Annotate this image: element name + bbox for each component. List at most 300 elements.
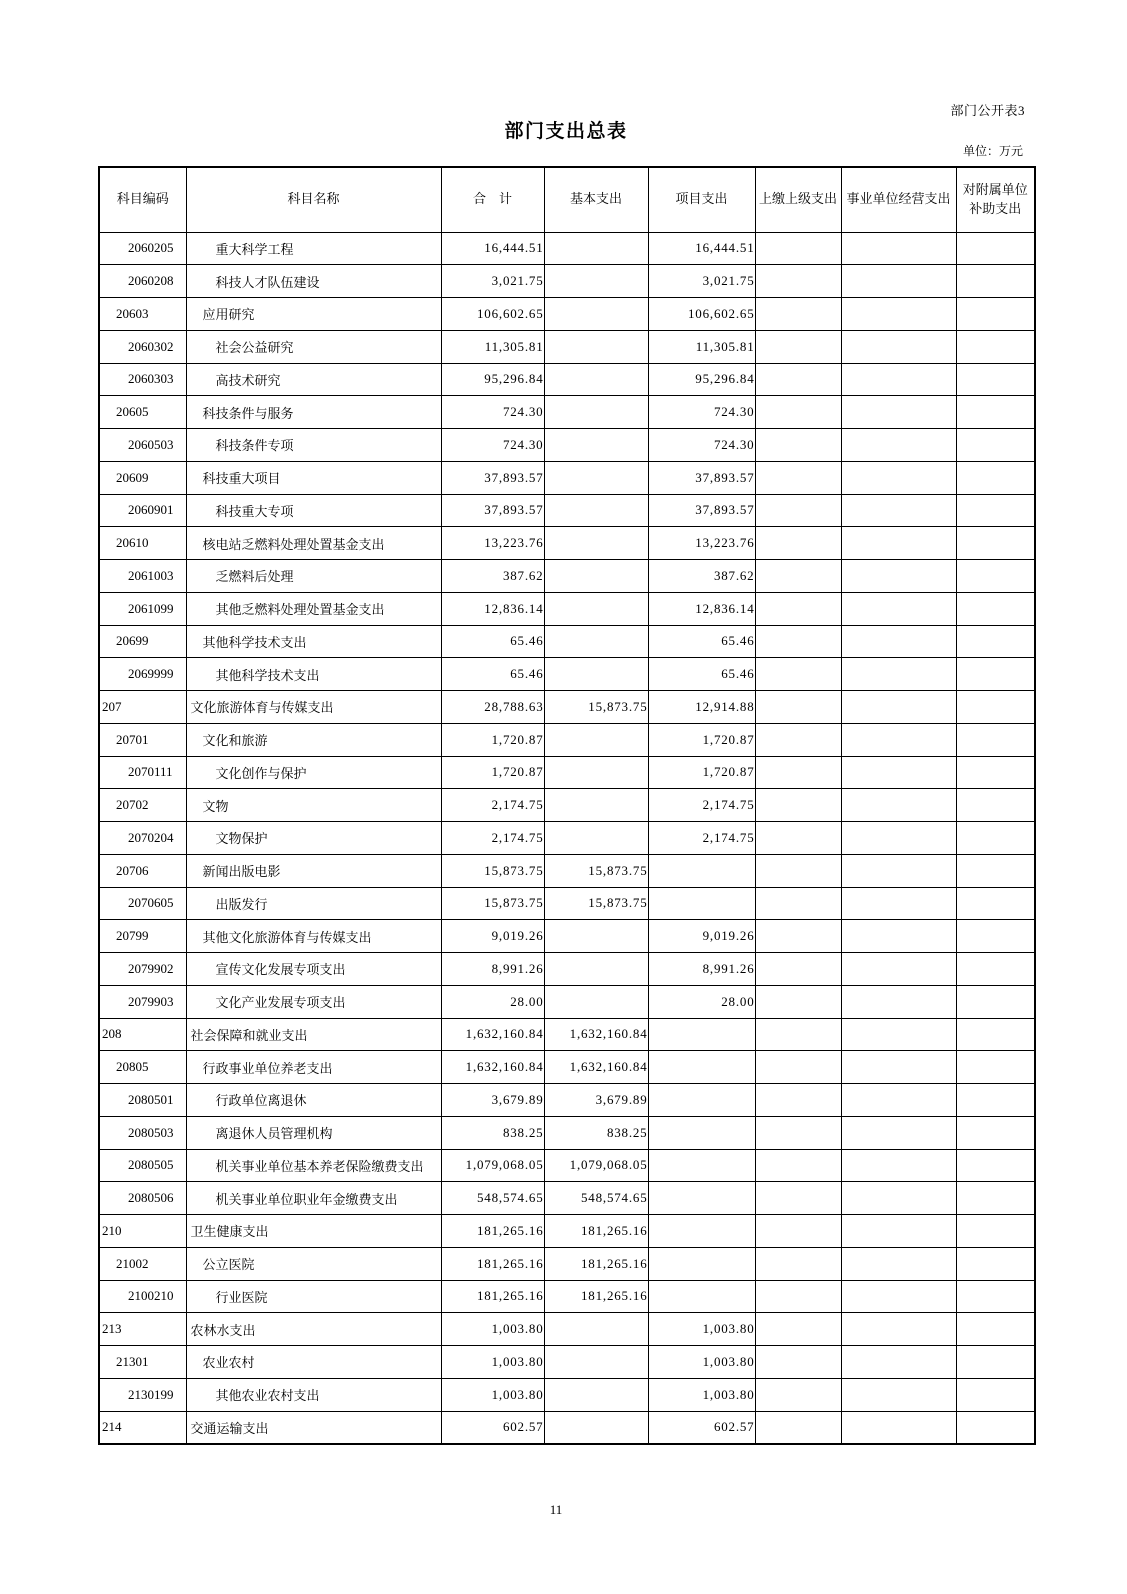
cell-name: 文化产业发展专项支出	[186, 985, 441, 1018]
cell-operating	[841, 1116, 956, 1149]
table-row	[99, 527, 1035, 560]
cell-basic	[544, 953, 648, 986]
doc-label: 部门公开表3	[950, 103, 1025, 118]
cell-project: 602.57	[648, 1411, 755, 1444]
table-row	[99, 953, 1035, 986]
table-row	[99, 1346, 1035, 1379]
cell-subsidy	[956, 1051, 1035, 1084]
cell-code: 2060901	[99, 494, 186, 527]
cell-basic	[544, 429, 648, 462]
cell-code: 20706	[99, 854, 186, 887]
cell-total: 8,991.26	[441, 953, 544, 986]
cell-project: 724.30	[648, 429, 755, 462]
cell-upper	[755, 985, 841, 1018]
cell-upper	[755, 592, 841, 625]
cell-upper	[755, 953, 841, 986]
table-row	[99, 985, 1035, 1018]
cell-subsidy	[956, 854, 1035, 887]
cell-project	[648, 854, 755, 887]
cell-subsidy	[956, 1149, 1035, 1182]
cell-project: 12,914.88	[648, 691, 755, 724]
cell-basic	[544, 560, 648, 593]
cell-subsidy	[956, 1411, 1035, 1444]
cell-total: 28,788.63	[441, 691, 544, 724]
cell-code: 2060208	[99, 265, 186, 298]
table-row	[99, 1051, 1035, 1084]
cell-name: 交通运输支出	[186, 1411, 441, 1444]
cell-subsidy	[956, 298, 1035, 331]
cell-name: 卫生健康支出	[186, 1215, 441, 1248]
cell-name: 新闻出版电影	[186, 854, 441, 887]
cell-subsidy	[956, 985, 1035, 1018]
cell-total: 2,174.75	[441, 789, 544, 822]
column-header: 科目名称	[186, 167, 441, 232]
table-row	[99, 396, 1035, 429]
cell-upper	[755, 363, 841, 396]
cell-basic	[544, 789, 648, 822]
cell-operating	[841, 363, 956, 396]
cell-operating	[841, 625, 956, 658]
table-row	[99, 330, 1035, 363]
cell-basic	[544, 756, 648, 789]
cell-total: 548,574.65	[441, 1182, 544, 1215]
cell-total: 724.30	[441, 396, 544, 429]
cell-operating	[841, 1346, 956, 1379]
cell-upper	[755, 1313, 841, 1346]
cell-basic	[544, 1346, 648, 1379]
cell-upper	[755, 1182, 841, 1215]
cell-name: 公立医院	[186, 1247, 441, 1280]
cell-project: 106,602.65	[648, 298, 755, 331]
cell-upper	[755, 461, 841, 494]
cell-name: 社会公益研究	[186, 330, 441, 363]
cell-upper	[755, 658, 841, 691]
cell-operating	[841, 396, 956, 429]
cell-project: 1,720.87	[648, 756, 755, 789]
cell-subsidy	[956, 1215, 1035, 1248]
cell-project: 65.46	[648, 625, 755, 658]
cell-subsidy	[956, 429, 1035, 462]
cell-total: 1,003.80	[441, 1313, 544, 1346]
cell-subsidy	[956, 527, 1035, 560]
cell-upper	[755, 822, 841, 855]
cell-code: 2080501	[99, 1084, 186, 1117]
table-row	[99, 1215, 1035, 1248]
cell-operating	[841, 887, 956, 920]
cell-subsidy	[956, 691, 1035, 724]
cell-code: 20799	[99, 920, 186, 953]
cell-name: 应用研究	[186, 298, 441, 331]
cell-upper	[755, 330, 841, 363]
cell-subsidy	[956, 1313, 1035, 1346]
table-row	[99, 298, 1035, 331]
cell-total: 95,296.84	[441, 363, 544, 396]
cell-project: 724.30	[648, 396, 755, 429]
cell-upper	[755, 1018, 841, 1051]
cell-basic	[544, 985, 648, 1018]
cell-operating	[841, 1247, 956, 1280]
cell-upper	[755, 1411, 841, 1444]
column-header: 基本支出	[544, 167, 648, 232]
cell-code: 20805	[99, 1051, 186, 1084]
cell-basic: 15,873.75	[544, 887, 648, 920]
cell-basic	[544, 1313, 648, 1346]
cell-project: 8,991.26	[648, 953, 755, 986]
cell-basic: 548,574.65	[544, 1182, 648, 1215]
cell-basic	[544, 232, 648, 265]
cell-total: 15,873.75	[441, 887, 544, 920]
cell-name: 科技条件与服务	[186, 396, 441, 429]
cell-code: 2080503	[99, 1116, 186, 1149]
cell-upper	[755, 854, 841, 887]
cell-basic	[544, 494, 648, 527]
table-row	[99, 232, 1035, 265]
cell-project: 12,836.14	[648, 592, 755, 625]
cell-project: 37,893.57	[648, 494, 755, 527]
cell-project: 13,223.76	[648, 527, 755, 560]
cell-project	[648, 1182, 755, 1215]
cell-basic	[544, 527, 648, 560]
table-row	[99, 756, 1035, 789]
cell-basic	[544, 822, 648, 855]
cell-code: 214	[99, 1411, 186, 1444]
cell-code: 2079903	[99, 985, 186, 1018]
cell-total: 387.62	[441, 560, 544, 593]
cell-total: 65.46	[441, 625, 544, 658]
cell-name: 科技重大专项	[186, 494, 441, 527]
cell-code: 2061003	[99, 560, 186, 593]
cell-name: 科技条件专项	[186, 429, 441, 462]
cell-operating	[841, 265, 956, 298]
cell-total: 65.46	[441, 658, 544, 691]
cell-basic	[544, 625, 648, 658]
cell-operating	[841, 789, 956, 822]
cell-code: 20605	[99, 396, 186, 429]
cell-total: 1,632,160.84	[441, 1051, 544, 1084]
cell-upper	[755, 756, 841, 789]
cell-project	[648, 887, 755, 920]
cell-basic: 15,873.75	[544, 691, 648, 724]
cell-project	[648, 1018, 755, 1051]
cell-project: 2,174.75	[648, 789, 755, 822]
cell-name: 行政事业单位养老支出	[186, 1051, 441, 1084]
cell-upper	[755, 789, 841, 822]
cell-upper	[755, 1051, 841, 1084]
table-row	[99, 658, 1035, 691]
cell-code: 210	[99, 1215, 186, 1248]
cell-project: 1,003.80	[648, 1313, 755, 1346]
cell-project: 3,021.75	[648, 265, 755, 298]
cell-total: 2,174.75	[441, 822, 544, 855]
cell-name: 出版发行	[186, 887, 441, 920]
unit-note: 单位：万元	[962, 144, 1023, 158]
cell-total: 106,602.65	[441, 298, 544, 331]
table-row	[99, 789, 1035, 822]
table-row	[99, 1116, 1035, 1149]
cell-total: 724.30	[441, 429, 544, 462]
cell-upper	[755, 265, 841, 298]
cell-upper	[755, 494, 841, 527]
cell-operating	[841, 1149, 956, 1182]
cell-project	[648, 1116, 755, 1149]
cell-upper	[755, 1280, 841, 1313]
cell-basic: 181,265.16	[544, 1280, 648, 1313]
cell-name: 核电站乏燃料处理处置基金支出	[186, 527, 441, 560]
cell-code: 20609	[99, 461, 186, 494]
cell-upper	[755, 1215, 841, 1248]
cell-code: 21002	[99, 1247, 186, 1280]
cell-code: 2069999	[99, 658, 186, 691]
cell-upper	[755, 1378, 841, 1411]
cell-basic	[544, 396, 648, 429]
cell-operating	[841, 560, 956, 593]
cell-code: 207	[99, 691, 186, 724]
cell-subsidy	[956, 1182, 1035, 1215]
table-row	[99, 1084, 1035, 1117]
cell-project: 9,019.26	[648, 920, 755, 953]
cell-basic: 181,265.16	[544, 1215, 648, 1248]
cell-project	[648, 1280, 755, 1313]
cell-project	[648, 1051, 755, 1084]
cell-upper	[755, 920, 841, 953]
cell-subsidy	[956, 756, 1035, 789]
table-row	[99, 1378, 1035, 1411]
cell-operating	[841, 494, 956, 527]
column-header: 上缴上级支出	[755, 167, 841, 232]
cell-operating	[841, 1182, 956, 1215]
cell-upper	[755, 232, 841, 265]
table-row	[99, 429, 1035, 462]
cell-upper	[755, 1149, 841, 1182]
cell-basic: 15,873.75	[544, 854, 648, 887]
cell-subsidy	[956, 494, 1035, 527]
cell-total: 181,265.16	[441, 1247, 544, 1280]
header-row	[99, 167, 1035, 232]
cell-basic	[544, 1411, 648, 1444]
cell-basic	[544, 920, 648, 953]
cell-name: 行政单位离退休	[186, 1084, 441, 1117]
cell-subsidy	[956, 789, 1035, 822]
cell-subsidy	[956, 363, 1035, 396]
cell-total: 181,265.16	[441, 1215, 544, 1248]
table-row	[99, 723, 1035, 756]
cell-code: 20603	[99, 298, 186, 331]
cell-code: 2100210	[99, 1280, 186, 1313]
table-row	[99, 494, 1035, 527]
cell-operating	[841, 592, 956, 625]
cell-upper	[755, 396, 841, 429]
cell-total: 1,720.87	[441, 756, 544, 789]
cell-name: 机关事业单位基本养老保险缴费支出	[186, 1149, 441, 1182]
cell-upper	[755, 298, 841, 331]
cell-upper	[755, 625, 841, 658]
cell-operating	[841, 1018, 956, 1051]
cell-name: 其他科学技术支出	[186, 658, 441, 691]
column-header: 对附属单位补助支出	[956, 167, 1035, 232]
cell-total: 3,021.75	[441, 265, 544, 298]
cell-total: 1,632,160.84	[441, 1018, 544, 1051]
column-header: 合 计	[441, 167, 544, 232]
column-header: 科目编码	[99, 167, 186, 232]
cell-code: 208	[99, 1018, 186, 1051]
cell-name: 机关事业单位职业年金缴费支出	[186, 1182, 441, 1215]
cell-code: 2060303	[99, 363, 186, 396]
cell-subsidy	[956, 723, 1035, 756]
cell-name: 文物保护	[186, 822, 441, 855]
cell-code: 2060302	[99, 330, 186, 363]
cell-subsidy	[956, 1247, 1035, 1280]
cell-total: 16,444.51	[441, 232, 544, 265]
cell-name: 社会保障和就业支出	[186, 1018, 441, 1051]
cell-total: 3,679.89	[441, 1084, 544, 1117]
cell-name: 宣传文化发展专项支出	[186, 953, 441, 986]
page-number: 11	[549, 1502, 563, 1517]
cell-name: 重大科学工程	[186, 232, 441, 265]
cell-code: 20610	[99, 527, 186, 560]
expenditure-table	[98, 166, 1036, 1445]
cell-subsidy	[956, 1018, 1035, 1051]
cell-subsidy	[956, 920, 1035, 953]
table-row	[99, 461, 1035, 494]
cell-basic	[544, 592, 648, 625]
cell-project	[648, 1149, 755, 1182]
cell-total: 1,003.80	[441, 1346, 544, 1379]
cell-basic	[544, 658, 648, 691]
cell-project: 95,296.84	[648, 363, 755, 396]
table-header	[99, 167, 1035, 232]
cell-operating	[841, 232, 956, 265]
cell-total: 13,223.76	[441, 527, 544, 560]
cell-code: 2061099	[99, 592, 186, 625]
cell-basic	[544, 330, 648, 363]
cell-name: 其他文化旅游体育与传媒支出	[186, 920, 441, 953]
cell-name: 文化和旅游	[186, 723, 441, 756]
cell-subsidy	[956, 1084, 1035, 1117]
table-row	[99, 1280, 1035, 1313]
cell-name: 文化创作与保护	[186, 756, 441, 789]
cell-subsidy	[956, 461, 1035, 494]
cell-name: 其他科学技术支出	[186, 625, 441, 658]
table-row	[99, 1313, 1035, 1346]
cell-operating	[841, 1280, 956, 1313]
cell-name: 农林水支出	[186, 1313, 441, 1346]
cell-upper	[755, 429, 841, 462]
column-header: 事业单位经营支出	[841, 167, 956, 232]
table-row	[99, 625, 1035, 658]
cell-upper	[755, 1346, 841, 1379]
cell-total: 28.00	[441, 985, 544, 1018]
cell-project: 11,305.81	[648, 330, 755, 363]
table-row	[99, 1149, 1035, 1182]
cell-code: 2070111	[99, 756, 186, 789]
cell-total: 1,003.80	[441, 1378, 544, 1411]
cell-code: 2130199	[99, 1378, 186, 1411]
cell-operating	[841, 658, 956, 691]
cell-subsidy	[956, 330, 1035, 363]
cell-basic: 181,265.16	[544, 1247, 648, 1280]
cell-upper	[755, 723, 841, 756]
table-row	[99, 592, 1035, 625]
cell-total: 11,305.81	[441, 330, 544, 363]
cell-code: 2080506	[99, 1182, 186, 1215]
cell-operating	[841, 1084, 956, 1117]
cell-subsidy	[956, 1280, 1035, 1313]
cell-operating	[841, 1378, 956, 1411]
cell-subsidy	[956, 265, 1035, 298]
table-row	[99, 265, 1035, 298]
cell-code: 2079902	[99, 953, 186, 986]
cell-name: 科技重大项目	[186, 461, 441, 494]
cell-basic: 838.25	[544, 1116, 648, 1149]
cell-project: 1,003.80	[648, 1378, 755, 1411]
cell-code: 21301	[99, 1346, 186, 1379]
table-row	[99, 560, 1035, 593]
cell-total: 9,019.26	[441, 920, 544, 953]
cell-total: 37,893.57	[441, 461, 544, 494]
cell-project	[648, 1084, 755, 1117]
cell-project: 387.62	[648, 560, 755, 593]
table-row	[99, 363, 1035, 396]
cell-code: 20701	[99, 723, 186, 756]
cell-name: 农业农村	[186, 1346, 441, 1379]
cell-subsidy	[956, 232, 1035, 265]
cell-project: 28.00	[648, 985, 755, 1018]
cell-project: 1,003.80	[648, 1346, 755, 1379]
table-row	[99, 822, 1035, 855]
cell-operating	[841, 920, 956, 953]
cell-operating	[841, 1411, 956, 1444]
cell-basic: 3,679.89	[544, 1084, 648, 1117]
column-header: 项目支出	[648, 167, 755, 232]
cell-total: 181,265.16	[441, 1280, 544, 1313]
cell-subsidy	[956, 1378, 1035, 1411]
cell-basic: 1,632,160.84	[544, 1018, 648, 1051]
cell-total: 1,079,068.05	[441, 1149, 544, 1182]
cell-name: 文物	[186, 789, 441, 822]
cell-project: 16,444.51	[648, 232, 755, 265]
table-row	[99, 1411, 1035, 1444]
cell-name: 科技人才队伍建设	[186, 265, 441, 298]
cell-total: 12,836.14	[441, 592, 544, 625]
cell-basic	[544, 298, 648, 331]
cell-operating	[841, 1313, 956, 1346]
cell-operating	[841, 822, 956, 855]
cell-operating	[841, 1051, 956, 1084]
cell-subsidy	[956, 658, 1035, 691]
cell-name: 高技术研究	[186, 363, 441, 396]
cell-basic	[544, 723, 648, 756]
cell-code: 2070204	[99, 822, 186, 855]
cell-operating	[841, 985, 956, 1018]
cell-operating	[841, 429, 956, 462]
cell-project: 65.46	[648, 658, 755, 691]
cell-upper	[755, 1247, 841, 1280]
cell-total: 602.57	[441, 1411, 544, 1444]
cell-upper	[755, 691, 841, 724]
cell-subsidy	[956, 822, 1035, 855]
cell-code: 2070605	[99, 887, 186, 920]
cell-upper	[755, 887, 841, 920]
cell-total: 838.25	[441, 1116, 544, 1149]
cell-operating	[841, 1215, 956, 1248]
cell-operating	[841, 953, 956, 986]
table-row	[99, 1247, 1035, 1280]
page-title: 部门支出总表	[504, 121, 628, 142]
cell-upper	[755, 1084, 841, 1117]
cell-name: 行业医院	[186, 1280, 441, 1313]
cell-project: 37,893.57	[648, 461, 755, 494]
table-row	[99, 1182, 1035, 1215]
